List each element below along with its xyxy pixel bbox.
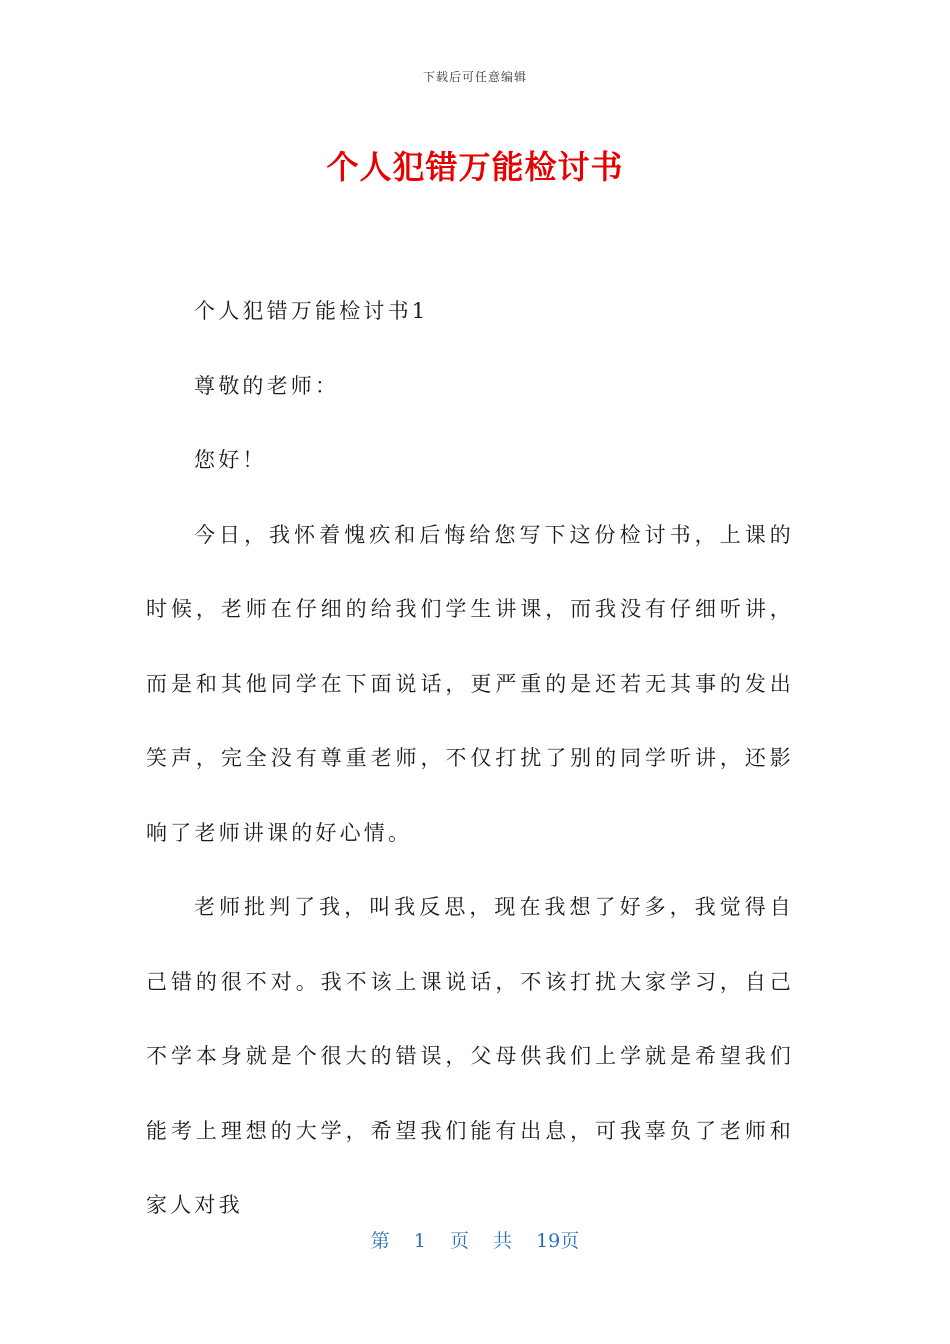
footer-total-pages: 19页: [536, 1230, 580, 1252]
footer-total-label: 共: [493, 1230, 513, 1252]
paragraph-body-2: 老师批判了我，叫我反思，现在我想了好多，我觉得自己错的很不对。我不该上课说话，不该打扰大家学习，自己不学本身就是个很大的错误，父母供我们上学就是希望我们能考上理想的大学，希望我们能有出息，可我辜负了老师和家人对我: [146, 895, 794, 1217]
paragraph-body-1: 今日，我怀着愧疚和后悔给您写下这份检讨书，上课的时候，老师在仔细的给我们学生讲课，而我没有仔细听讲，而是和其他同学在下面说话，更严重的是还若无其事的发出笑声，完全没有尊重老师，不仅打扰了别的同学听讲，还影响了老师讲课的好心情。: [146, 522, 794, 845]
paragraph-subtitle: 个人犯错万能检讨书1: [194, 299, 429, 323]
footer-current-page: 1: [413, 1230, 426, 1252]
paragraph-salutation: 尊敬的老师：: [194, 373, 340, 398]
document-title: 个人犯错万能检讨书: [326, 148, 624, 186]
footer-page-label: 页: [449, 1230, 469, 1252]
document-body: [146, 274, 794, 1243]
page-footer: [0, 1226, 950, 1253]
header-note: 下载后可任意编辑: [422, 70, 527, 84]
paragraph-greeting: 您好！: [194, 448, 267, 472]
footer-prefix: 第: [370, 1230, 390, 1252]
